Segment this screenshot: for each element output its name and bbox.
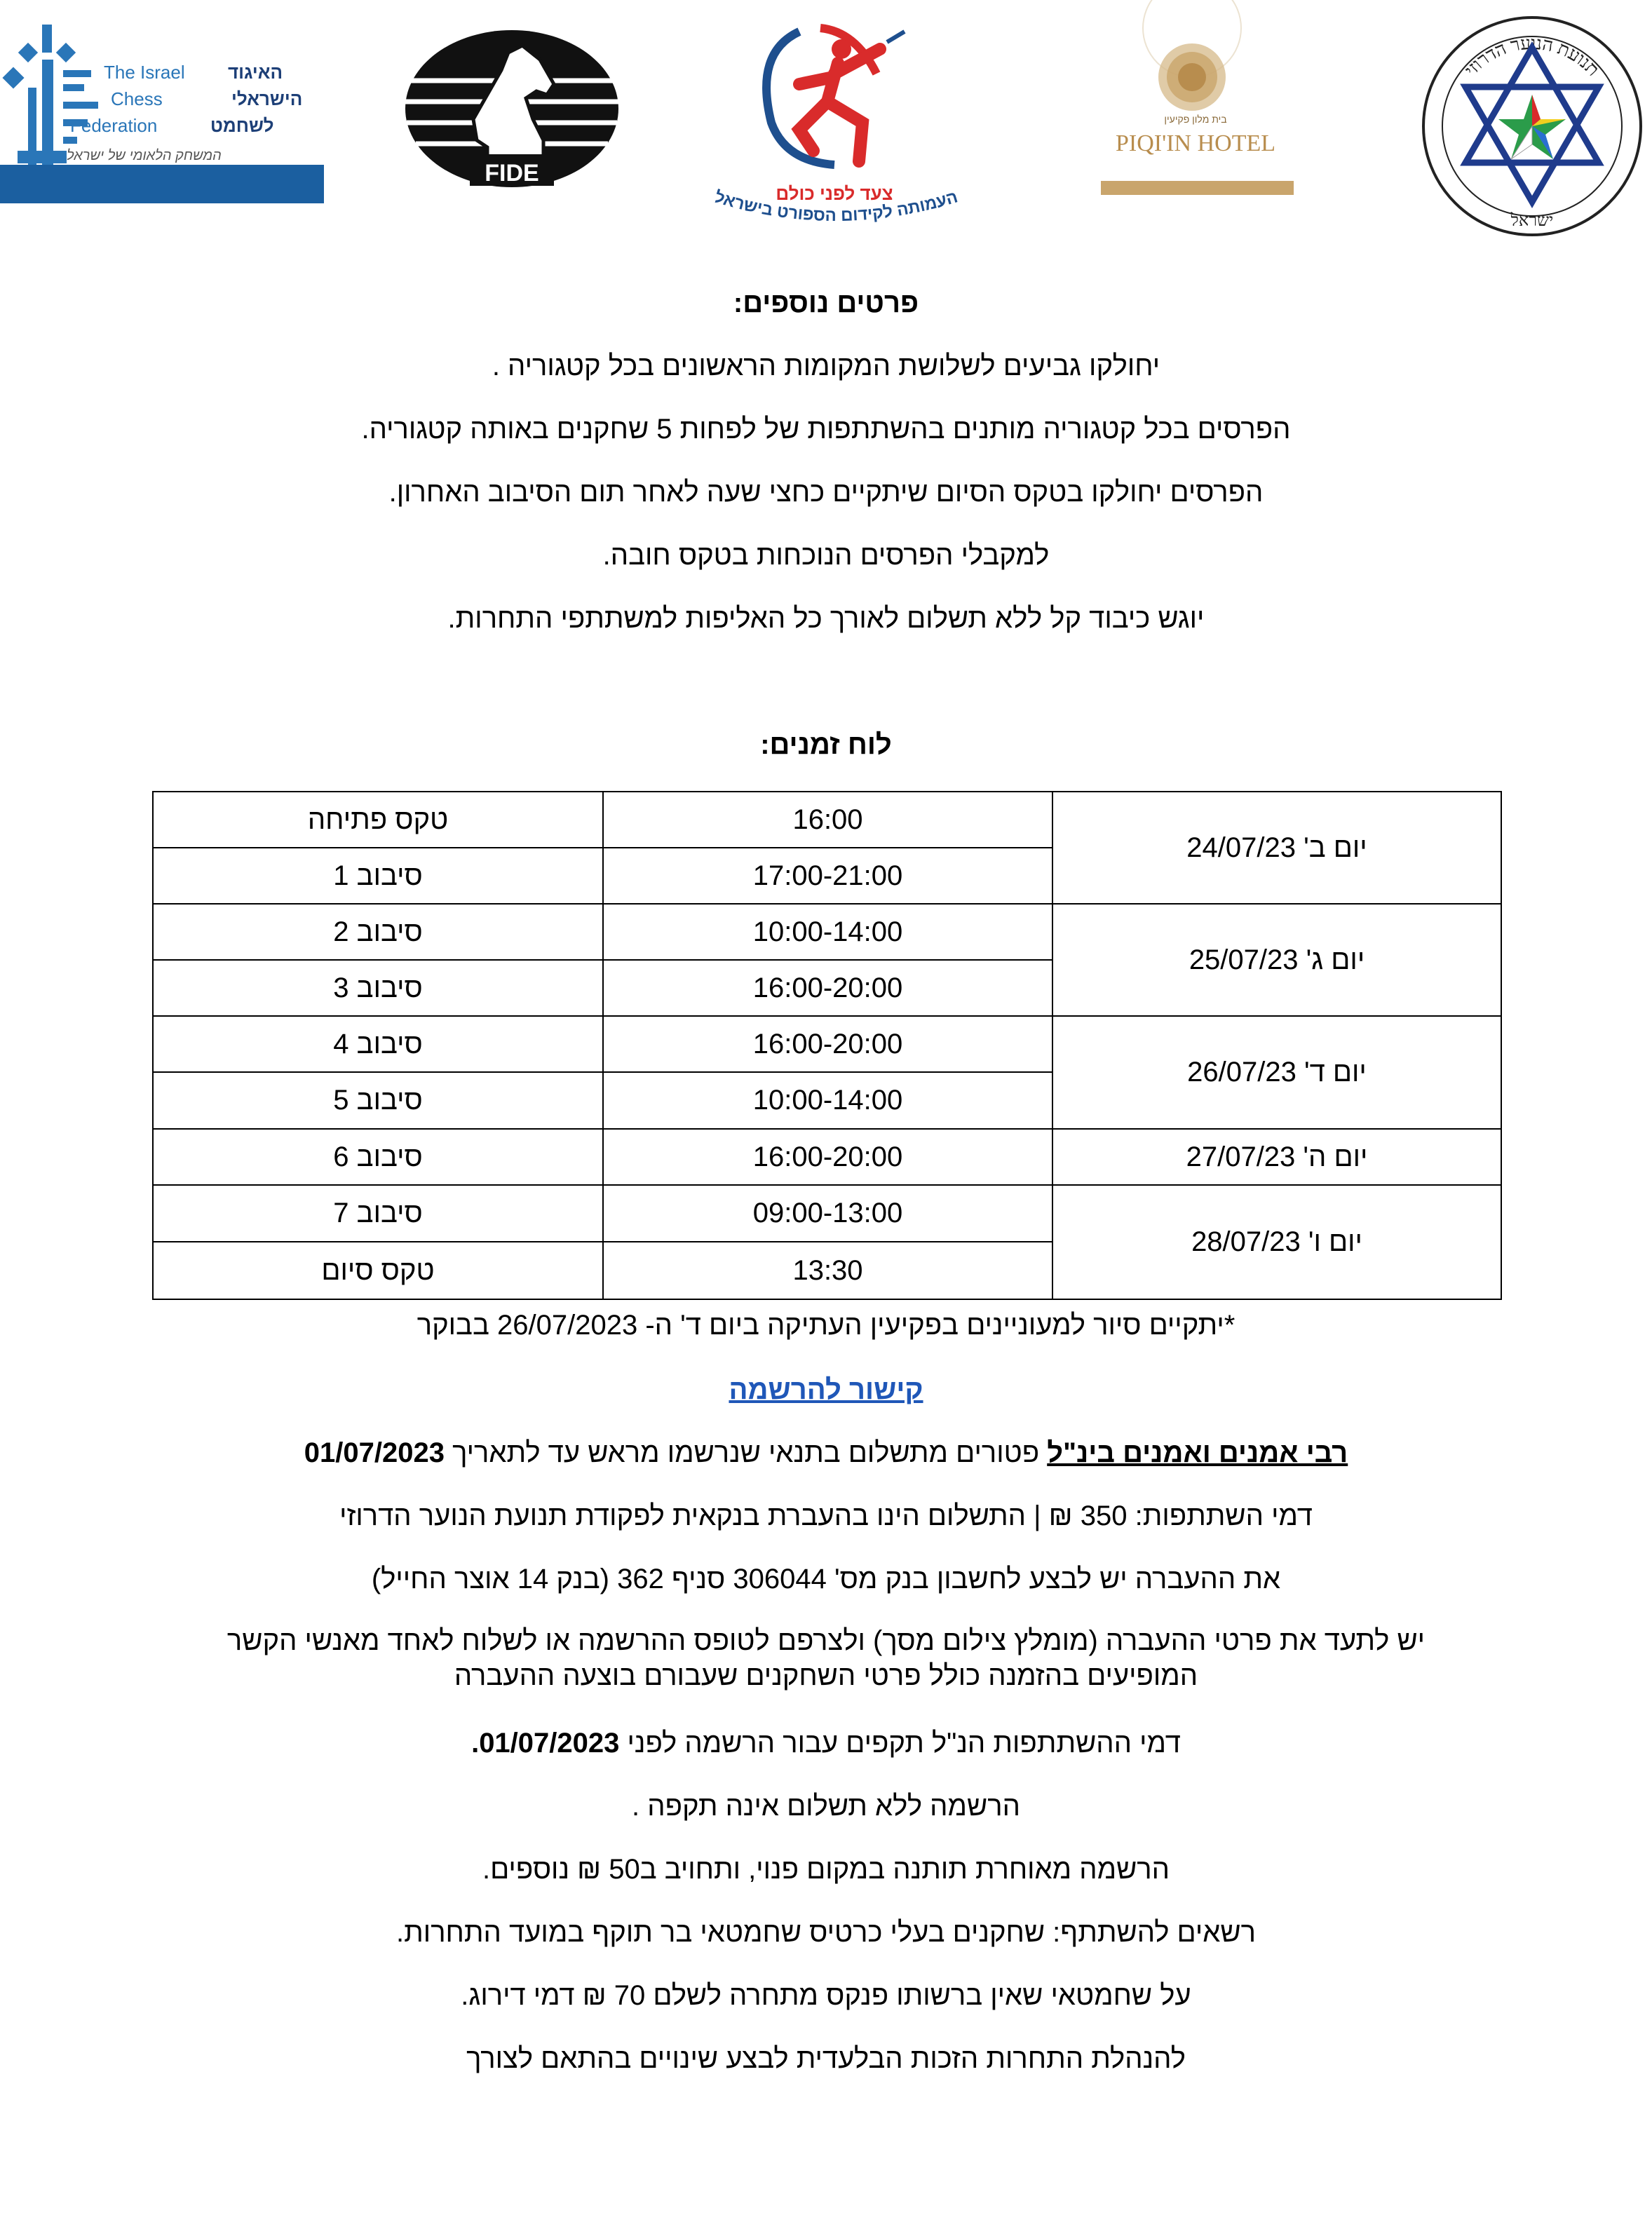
fee-line: דמי השתתפות: 350 ₪ | התשלום הינו בהעברת בנקאית לפקודת תנועת הנוער הדרוזי [339,1501,1313,1531]
fide-text: FIDE [485,160,539,187]
druze-top-path: תנועת הנוער הדרוזי [1460,32,1604,80]
time-cell: 16:00-20:00 [752,1028,903,1059]
piqiin-name: PIQI'IN HOTEL [1115,130,1276,156]
masters-text: פטורים מתשלום בתנאי שנרשמו מראש עד לתאריך [444,1437,1048,1468]
event-cell: טקס פתיחה [307,804,449,835]
event-cell: סיבוב 6 [333,1141,423,1172]
time-cell: 09:00-13:00 [752,1198,903,1228]
icf-line1-en: The Israel [104,62,185,83]
fide-logo [403,28,621,189]
fee-validity-line [0,1726,1652,1760]
time-cell: 16:00-20:00 [752,972,903,1003]
icf-line2-he: הישראלי [231,88,303,109]
registration-link[interactable]: קישור להרשמה [729,1374,923,1405]
document-line-2: המופיעים בהזמנה כולל פרטי השחקנים שעבורם בוצעה ההעברה [454,1660,1198,1691]
event-cell: סיבוב 1 [333,860,423,891]
event-cell: סיבוב 3 [333,972,423,1003]
eligibility-line: רשאים להשתתף: שחקנים בעלי כרטיס שחמטאי בר תוקף במועד התחרות. [396,1917,1256,1948]
event-cell: טקס סיום [321,1254,435,1286]
table-border-right [1501,791,1502,1300]
icf-line3-he: לשחמט [210,115,274,136]
day-cell-fri: יום ו' 28/07/23 [1191,1226,1362,1257]
no-payment-line: הרשמה ללא תשלום אינה תקפה . [632,1791,1020,1822]
druze-bottom-text: ישראל [1510,212,1554,230]
masters-date: 01/07/2023 [304,1437,445,1468]
details-line-attendance: למקבלי הפרסים הנוכחות בטקס חובה. [602,540,1050,571]
druze-youth-movement-logo [1420,14,1644,238]
time-cell: 10:00-14:00 [752,1085,903,1116]
time-cell: 17:00-21:00 [752,860,903,891]
schedule-heading: לוח זמנים: [760,729,892,760]
day-cell-wed: יום ד' 26/07/23 [1187,1057,1367,1088]
time-cell: 13:30 [792,1254,863,1286]
fee-validity-text: דמי ההשתתפות הנ"ל תקפים עבור הרשמה לפני [619,1728,1181,1759]
event-cell: סיבוב 5 [333,1085,423,1116]
details-heading: פרטים נוספים: [733,287,919,318]
piqiin-hotel-logo [1101,0,1304,203]
details-line-ceremony: הפרסים יחולקו בטקס הסיום שיתקיים כחצי שעה לאחר תום הסיבוב האחרון. [388,477,1264,508]
event-cell: סיבוב 7 [333,1198,423,1228]
details-line-trophies: יחולקו גביעים לשלושת המקומות הראשונים בכל קטגוריה . [492,351,1160,381]
icf-line3-en: Federation [70,115,158,136]
piqiin-small-text: בית מלון פקיעין [1164,114,1227,125]
schedule-table [152,791,1502,1300]
runners-name-path: העמותה לקידום הספורט בישראל [712,187,961,226]
icf-tagline: המשחק הלאומי של ישראל [67,148,222,163]
bank-line: את ההעברה יש לבצע לחשבון בנק מס' 306044 סניף 362 (בנק 14 אוצר החייל) [371,1564,1281,1594]
registration-link-row [0,1373,1652,1407]
time-cell: 10:00-14:00 [752,916,903,947]
fee-validity-date: 01/07/2023. [471,1728,620,1759]
icf-line2-en: Chess [111,88,163,109]
time-cell: 16:00-20:00 [752,1141,903,1172]
masters-exemption-line [0,1436,1652,1470]
day-cell-thu: יום ה' 27/07/23 [1186,1141,1368,1172]
sport-association-logo [694,11,975,242]
event-cell: סיבוב 4 [333,1028,423,1059]
late-registration-line: הרשמה מאוחרת תותנה במקום פנוי, ותחויב ב50 ₪ נוספים. [482,1854,1170,1885]
israel-chess-federation-logo [0,21,324,203]
table-border-bottom [152,1299,1502,1300]
tour-note: *יתקיים סיור למעוניינים בפקיעין העתיקה ביום ד' ה- 26/07/2023 בבוקר [417,1310,1235,1341]
icf-line1-he: האיגוד [228,62,283,83]
details-line-refreshments: יוגש כיבוד קל ללא תשלום לאורך כל האליפות למשתתפי התחרות. [447,603,1205,634]
day-cell-tue: יום ג' 25/07/23 [1189,944,1365,975]
details-line-prize-condition: הפרסים בכל קטגוריה מותנים בהשתתפות של לפחות 5 שחקנים באותה קטגוריה. [361,414,1291,445]
changes-line: להנהלת התחרות הזכות הבלעדית לבצע שינויים בהתאם לצורך [466,2043,1186,2074]
event-cell: סיבוב 2 [333,916,423,947]
time-cell: 16:00 [792,804,863,835]
runners-slogan: צעד לפני כולם [776,183,893,204]
masters-label: רבי אמנים ואמנים בינ"ל [1047,1437,1348,1468]
day-cell-mon: יום ב' 24/07/23 [1186,832,1367,863]
document-line-1: יש לתעד את פרטי ההעברה (מומלץ צילום מסך) ולצרפם לטופס ההרשמה או לשלוח לאחד מאנשי הקשר [226,1625,1426,1656]
rating-fee-line: על שחמטאי שאין ברשותו פנקס מתחרה לשלם 70 ₪ דמי דירוג. [461,1980,1191,2011]
